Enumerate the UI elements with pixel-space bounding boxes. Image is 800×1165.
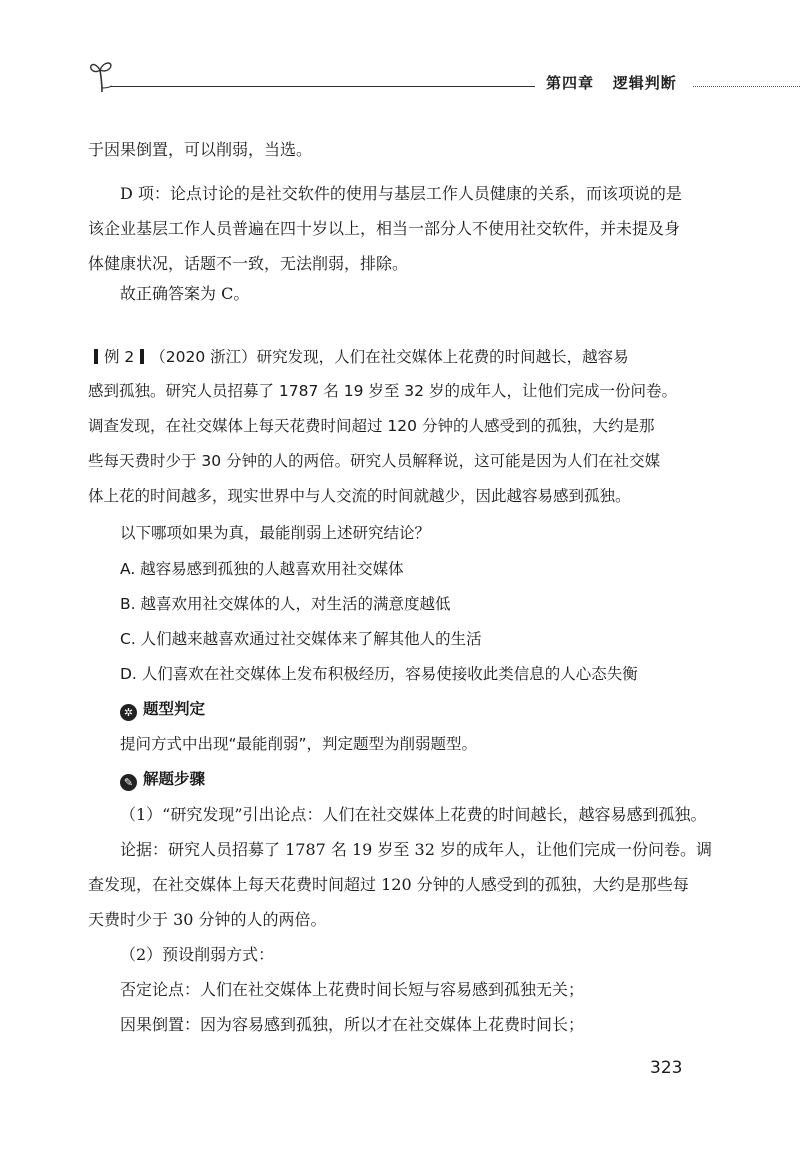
answer-continuation: 于因果倒置，可以削弱，当选。 — [88, 140, 313, 159]
step-1-evidence-1: 论据：研究人员招募了 1787 名 19 岁至 32 岁的成年人，让他们完成一份问卷。调 — [120, 840, 712, 859]
header-rule-left — [110, 86, 535, 87]
example-line-4: 些每天费时少于 30 分钟的人的两倍。研究人员解释说，这可能是因为人们在社交媒 — [88, 452, 661, 470]
step-1-evidence-2: 查发现，在社交媒体上每天花费时间超过 120 分钟的人感受到的孤独，大约是那些每 — [88, 875, 689, 894]
example-line-3: 调查发现，在社交媒体上每天花费时间超过 120 分钟的人感受到的孤独，大约是那 — [88, 417, 655, 435]
step-1-argument: （1）“研究发现”引出论点：人们在社交媒体上花费的时间越长，越容易感到孤独。 — [120, 805, 707, 824]
running-header — [88, 58, 708, 98]
header-rule-right — [693, 86, 800, 87]
example-label: 例 2 — [104, 348, 135, 366]
chapter-name: 逻辑判断 — [612, 74, 677, 92]
answer-d-line-3: 体健康状况，话题不一致，无法削弱，排除。 — [88, 254, 409, 273]
example-bar-left — [94, 349, 98, 364]
chapter-number: 第四章 — [546, 74, 595, 92]
option-a: A. 越容易感到孤独的人越喜欢用社交媒体 — [120, 560, 404, 578]
chapter-title — [546, 72, 677, 93]
example-text-1: （2020 浙江）研究发现，人们在社交媒体上花费的时间越长，越容易 — [150, 348, 629, 366]
answer-conclusion: 故正确答案为 C。 — [120, 284, 250, 303]
page-number: 323 — [650, 1058, 683, 1078]
type-section-title: 题型判定 — [143, 700, 206, 718]
example-line-5: 体上花的时间越多，现实世界中与人交流的时间就越少，因此越容易感到孤独。 — [88, 487, 631, 505]
type-section-text: 提问方式中出现“最能削弱”，判定题型为削弱题型。 — [120, 735, 478, 753]
example-line-1 — [88, 340, 700, 375]
step-2-reverse: 因果倒置：因为容易感到孤独，所以才在社交媒体上花费时间长； — [120, 1015, 585, 1034]
sprout-icon — [88, 58, 118, 94]
steps-section-title: 解题步骤 — [143, 770, 206, 788]
answer-d-line-2: 该企业基层工作人员普遍在四十岁以上，相当一部分人不使用社交软件，并未提及身 — [88, 219, 681, 238]
step-2-heading: （2）预设削弱方式： — [120, 945, 275, 964]
option-b: B. 越喜欢用社交媒体的人，对生活的满意度越低 — [120, 595, 451, 613]
option-c: C. 人们越来越喜欢通过社交媒体来了解其他人的生活 — [120, 630, 482, 648]
example-bar-right — [140, 349, 144, 364]
type-section-heading — [88, 692, 732, 727]
option-d: D. 人们喜欢在社交媒体上发布积极经历，容易使接收此类信息的人心态失衡 — [120, 665, 638, 683]
question: 以下哪项如果为真，最能削弱上述研究结论？ — [120, 524, 431, 542]
answer-d-line-1: D 项：论点讨论的是社交软件的使用与基层工作人员健康的关系，而该项说的是 — [120, 184, 682, 203]
steps-section-heading — [88, 762, 732, 797]
pen-icon: ✎ — [120, 774, 137, 791]
step-1-evidence-3: 天费时少于 30 分钟的人的两倍。 — [88, 910, 327, 929]
example-line-2: 感到孤独。研究人员招募了 1787 名 19 岁至 32 岁的成年人，让他们完成一份问卷。 — [88, 382, 677, 400]
gear-icon: ✲ — [120, 704, 137, 721]
step-2-negate: 否定论点：人们在社交媒体上花费时间长短与容易感到孤独无关； — [120, 980, 585, 999]
